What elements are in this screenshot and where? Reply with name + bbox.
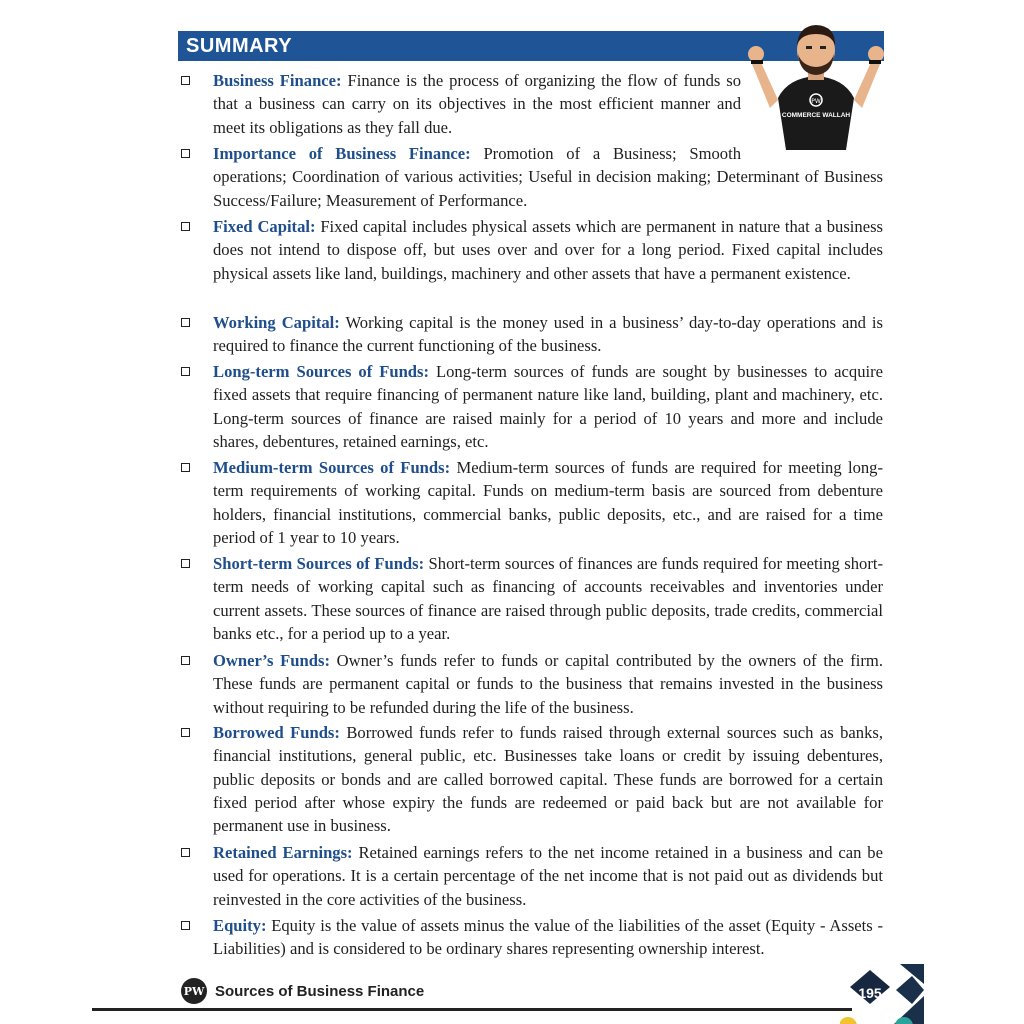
item-text: Owner’s funds refer to funds or capital contributed by the owners of the firm. These funds are permanent capital or funds to the business that remains invested in the business without requiring to be refunded during the life of the business. (213, 651, 883, 717)
item-term: Owner’s Funds: (213, 651, 330, 670)
bullet-checkbox-icon (181, 656, 190, 665)
item-term: Working Capital: (213, 313, 340, 332)
item-text: Medium-term sources of funds are required for meeting long-term requirements of working capital. Funds on medium-term basis are sourced from debenture holders, financial institutions, commercial banks, public deposits, etc., and are raised for a time period of 1 year to 10 years. (213, 458, 883, 547)
item-text: Working capital is the money used in a business’ day-to-day operations and is required to finance the current functioning of the business. (213, 313, 883, 356)
item-term: Business Finance: (213, 71, 342, 90)
item-text: Promotion of a Business; Smooth operations; Coordination of various activities; Useful in decision making; Determinant of Business Success/Failure; Measurement of Performance. (213, 144, 883, 210)
summary-item (213, 552, 883, 645)
page-number: 195 (858, 985, 882, 1001)
summary-item (213, 721, 883, 837)
summary-item (213, 215, 883, 285)
item-text: Retained earnings refers to the net income retained in a business and can be used for operations. It is a certain percentage of the net income that is not paid out as dividends but reinvested in the core activities of the business. (213, 843, 883, 909)
summary-item (213, 649, 883, 719)
bullet-checkbox-icon (181, 728, 190, 737)
item-term: Fixed Capital: (213, 217, 316, 236)
bullet-checkbox-icon (181, 848, 190, 857)
item-term: Retained Earnings: (213, 843, 353, 862)
footer-divider (92, 1008, 852, 1011)
footer-chapter-title: Sources of Business Finance (215, 983, 425, 1000)
item-text: Short-term sources of finances are funds required for meeting short-term needs of working capital such as financing of accounts receivables and inventories under current assets. These sources of finance are raised through public deposits, trade credits, commercial banks etc., for a period up to a year. (213, 554, 883, 643)
item-text: Long-term sources of funds are sought by businesses to acquire fixed assets that require financing of permanent nature like land, building, plant and machinery, etc. Long-term sources of finance are raised mainly for a period of 10 years and more and include shares, debentures, retained earnings, etc. (213, 362, 883, 451)
summary-item (213, 69, 741, 139)
bullet-checkbox-icon (181, 463, 190, 472)
summary-item (213, 360, 883, 453)
summary-item (213, 142, 883, 212)
item-term: Borrowed Funds: (213, 723, 340, 742)
item-text: Fixed capital includes physical assets which are permanent in nature that a business does not intend to dispose off, but uses over and over for a long period. Fixed capital includes physical assets like land, buildings, machinery and other assets that have a permanent existence. (213, 217, 883, 283)
bullet-checkbox-icon (181, 318, 190, 327)
mascot-logo-text: PW (811, 98, 821, 105)
bullet-checkbox-icon (181, 76, 190, 85)
bullet-checkbox-icon (181, 149, 190, 158)
summary-item (213, 456, 883, 549)
item-text: Borrowed funds refer to funds raised through external sources such as banks, financial institutions, general public, etc. Businesses take loans or credit by issuing debentures, public deposits or bonds and are called borrowed capital. These funds are borrowed for a certain fixed period after whose expiry the funds are redeemed or paid back but are not available for permanent use in business. (213, 723, 884, 836)
item-term: Short-term Sources of Funds: (213, 554, 425, 573)
item-term: Importance of Business Finance: (213, 144, 471, 163)
item-term: Long-term Sources of Funds: (213, 362, 430, 381)
item-term: Equity: (213, 916, 267, 935)
summary-heading: SUMMARY (186, 35, 293, 57)
bullet-checkbox-icon (181, 559, 190, 568)
item-text: Finance is the process of organizing the flow of funds so that a business can carry on its objectives in the most efficient manner and meet its obligations as they fall due. (213, 71, 742, 137)
item-text: Equity is the value of assets minus the value of the liabilities of the asset (Equity - Assets - Liabilities) and is considered to be ordinary shares representing ownership interest. (213, 916, 883, 959)
bullet-checkbox-icon (181, 222, 190, 231)
item-term: Medium-term Sources of Funds: (213, 458, 451, 477)
pw-logo-icon: PW (181, 978, 207, 1004)
summary-item (213, 841, 883, 911)
bullet-checkbox-icon (181, 367, 190, 376)
mascot-illustration (748, 20, 884, 160)
summary-item (213, 311, 883, 358)
mascot-shirt-text: COMMERCE WALLAH (781, 112, 851, 119)
summary-item (213, 914, 883, 961)
bullet-checkbox-icon (181, 921, 190, 930)
